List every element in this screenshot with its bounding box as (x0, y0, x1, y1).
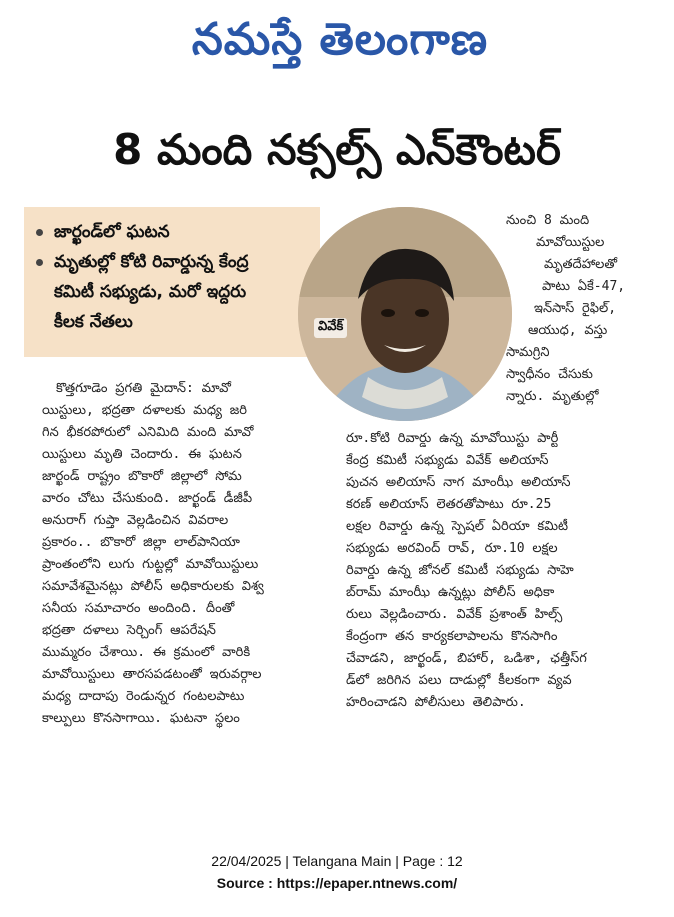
text-line: స్వాధీనం చేసుకు (506, 367, 593, 382)
text-line: కేంద్రంగా తన కార్యకలాపాలను కొనసాగిం (346, 629, 558, 644)
text-line: రివార్డు ఉన్న జోనల్ కమిటీ సభ్యుడు సాహె (346, 563, 574, 578)
article-column-left (42, 378, 342, 730)
text-line: పాటు ఏకే-47, (542, 279, 626, 294)
article-column-right (346, 428, 650, 714)
text-line: పుచన అలియాస్ నాగ మాంఝీ అలియాస్ (346, 475, 571, 490)
text-line: అనురాగ్ గుప్తా వెల్లడించిన వివరాల (42, 513, 229, 528)
text-line: కేంద్ర కమిటీ సభ్యుడు వివేక్ అలియాస్ (346, 453, 549, 468)
text-line: నుంచి 8 మంది (506, 213, 590, 228)
text-line: భద్రతా దళాలు సెర్చింగ్ ఆపరేషన్ (42, 623, 216, 638)
text-line: సనీయ సమాచారం అందింది. దీంతో (42, 601, 235, 616)
text-line: కొత్తగూడెం ప్రగతి మైదాన్: మావో (56, 381, 231, 396)
highlight-item (32, 217, 312, 247)
article-column-top-right (506, 210, 650, 408)
footer-source-link[interactable]: Source : https://epaper.ntnews.com/ (216, 875, 458, 891)
bullet-icon (36, 229, 43, 236)
highlight-text: మృతుల్లో కోటి రివార్డున్న కేంద్ర కమిటీ సభ్యుడు, మరో ఇద్దరు కీలక నేతలు (54, 252, 249, 332)
text-line: హరించాడని పోలీసులు తెలిపారు. (346, 695, 526, 710)
text-line: గిన భీకరపోరులో ఎనిమిది మంది మావో (42, 425, 254, 440)
newspaper-masthead: నమస్తే తెలంగాణ (191, 14, 489, 65)
highlights-box (24, 207, 320, 357)
text-line: కాల్పులు కొనసాగాయి. ఘటనా స్థలం (42, 711, 240, 726)
text-line: లక్షల రివార్డు ఉన్న స్పెషల్ ఏరియా కమిటీ (346, 519, 568, 534)
text-line: డ్‌లో జరిగిన పలు దాడుల్లో కీలకంగా వ్యవ (346, 673, 572, 688)
text-line: కరణ్ అలియాస్ లెతరతోపాటు రూ.25 (346, 497, 552, 512)
text-line: జార్ఖండ్ రాష్ట్రం బొకారో జిల్లాలో సోమ (42, 469, 242, 484)
text-line: వారం చోటు చేసుకుంది. జార్ఖండ్ డీజీపీ (42, 491, 253, 506)
text-line: మావోయిస్టుల (536, 235, 605, 250)
text-line: రులు వెల్లడించారు. వివేక్ ప్రశాంత్ హిల్స్ (346, 607, 563, 622)
text-line: చేవాడని, జార్ఖండ్, బిహార్, ఒడిశా, ఛత్తీస్‌గ (346, 651, 587, 666)
text-line: రూ.కోటి రివార్డు ఉన్న మావోయిస్టు పార్టీ (346, 431, 559, 446)
highlights-list (24, 207, 320, 337)
text-line: మావోయిస్టులు తారసపడటంతో ఇరువర్గాల (42, 667, 262, 682)
text-line: ఇన్‌సాస్ రైఫిల్, (534, 301, 617, 316)
text-line: బ్‌రామ్ మాంఝీ ఉన్నట్లు పోలీస్ అధికా (346, 585, 555, 600)
text-line: న్నారు. మృతుల్లో (506, 389, 599, 404)
text-line: ప్రకారం.. బొకారో జిల్లా లాల్‌పానియా (42, 535, 240, 550)
photo-caption: వివేక్ (314, 318, 347, 338)
highlight-item (32, 247, 312, 337)
text-line: మృతదేహాలతో (544, 257, 618, 272)
text-line: యిస్టులు, భద్రతా దళాలకు మధ్య జరి (42, 403, 247, 418)
text-line: ఆయుధ, వస్తు (528, 323, 608, 338)
text-line: యిస్టులు మృతి చెందారు. ఈ ఘటన (42, 447, 242, 462)
text-line: మధ్య దాదాపు రెండున్నర గంటలపాటు (42, 689, 245, 704)
footer-edition-info: 22/04/2025 | Telangana Main | Page : 12 (211, 853, 463, 869)
bullet-icon (36, 259, 43, 266)
text-line: సామగ్రిని (506, 345, 550, 360)
text-line: సభ్యుడు అరవింద్ రావ్, రూ.10 లక్షల (346, 541, 558, 556)
highlight-text: జార్ఖండ్‌లో ఘటన (54, 222, 170, 242)
text-line: ముమ్మరం చేశాయి. ఈ క్రమంలో వారికి (42, 645, 251, 660)
text-line: ప్రాంతంలోని లుగు గుట్టల్లో మావోయిస్టులు (42, 557, 259, 572)
text-line: సమావేశమైనట్లు పోలీస్ అధికారులకు విశ్వ (42, 579, 264, 594)
article-headline: 8 మంది నక్సల్స్ ఎన్‌కౌంటర్ (113, 125, 561, 174)
